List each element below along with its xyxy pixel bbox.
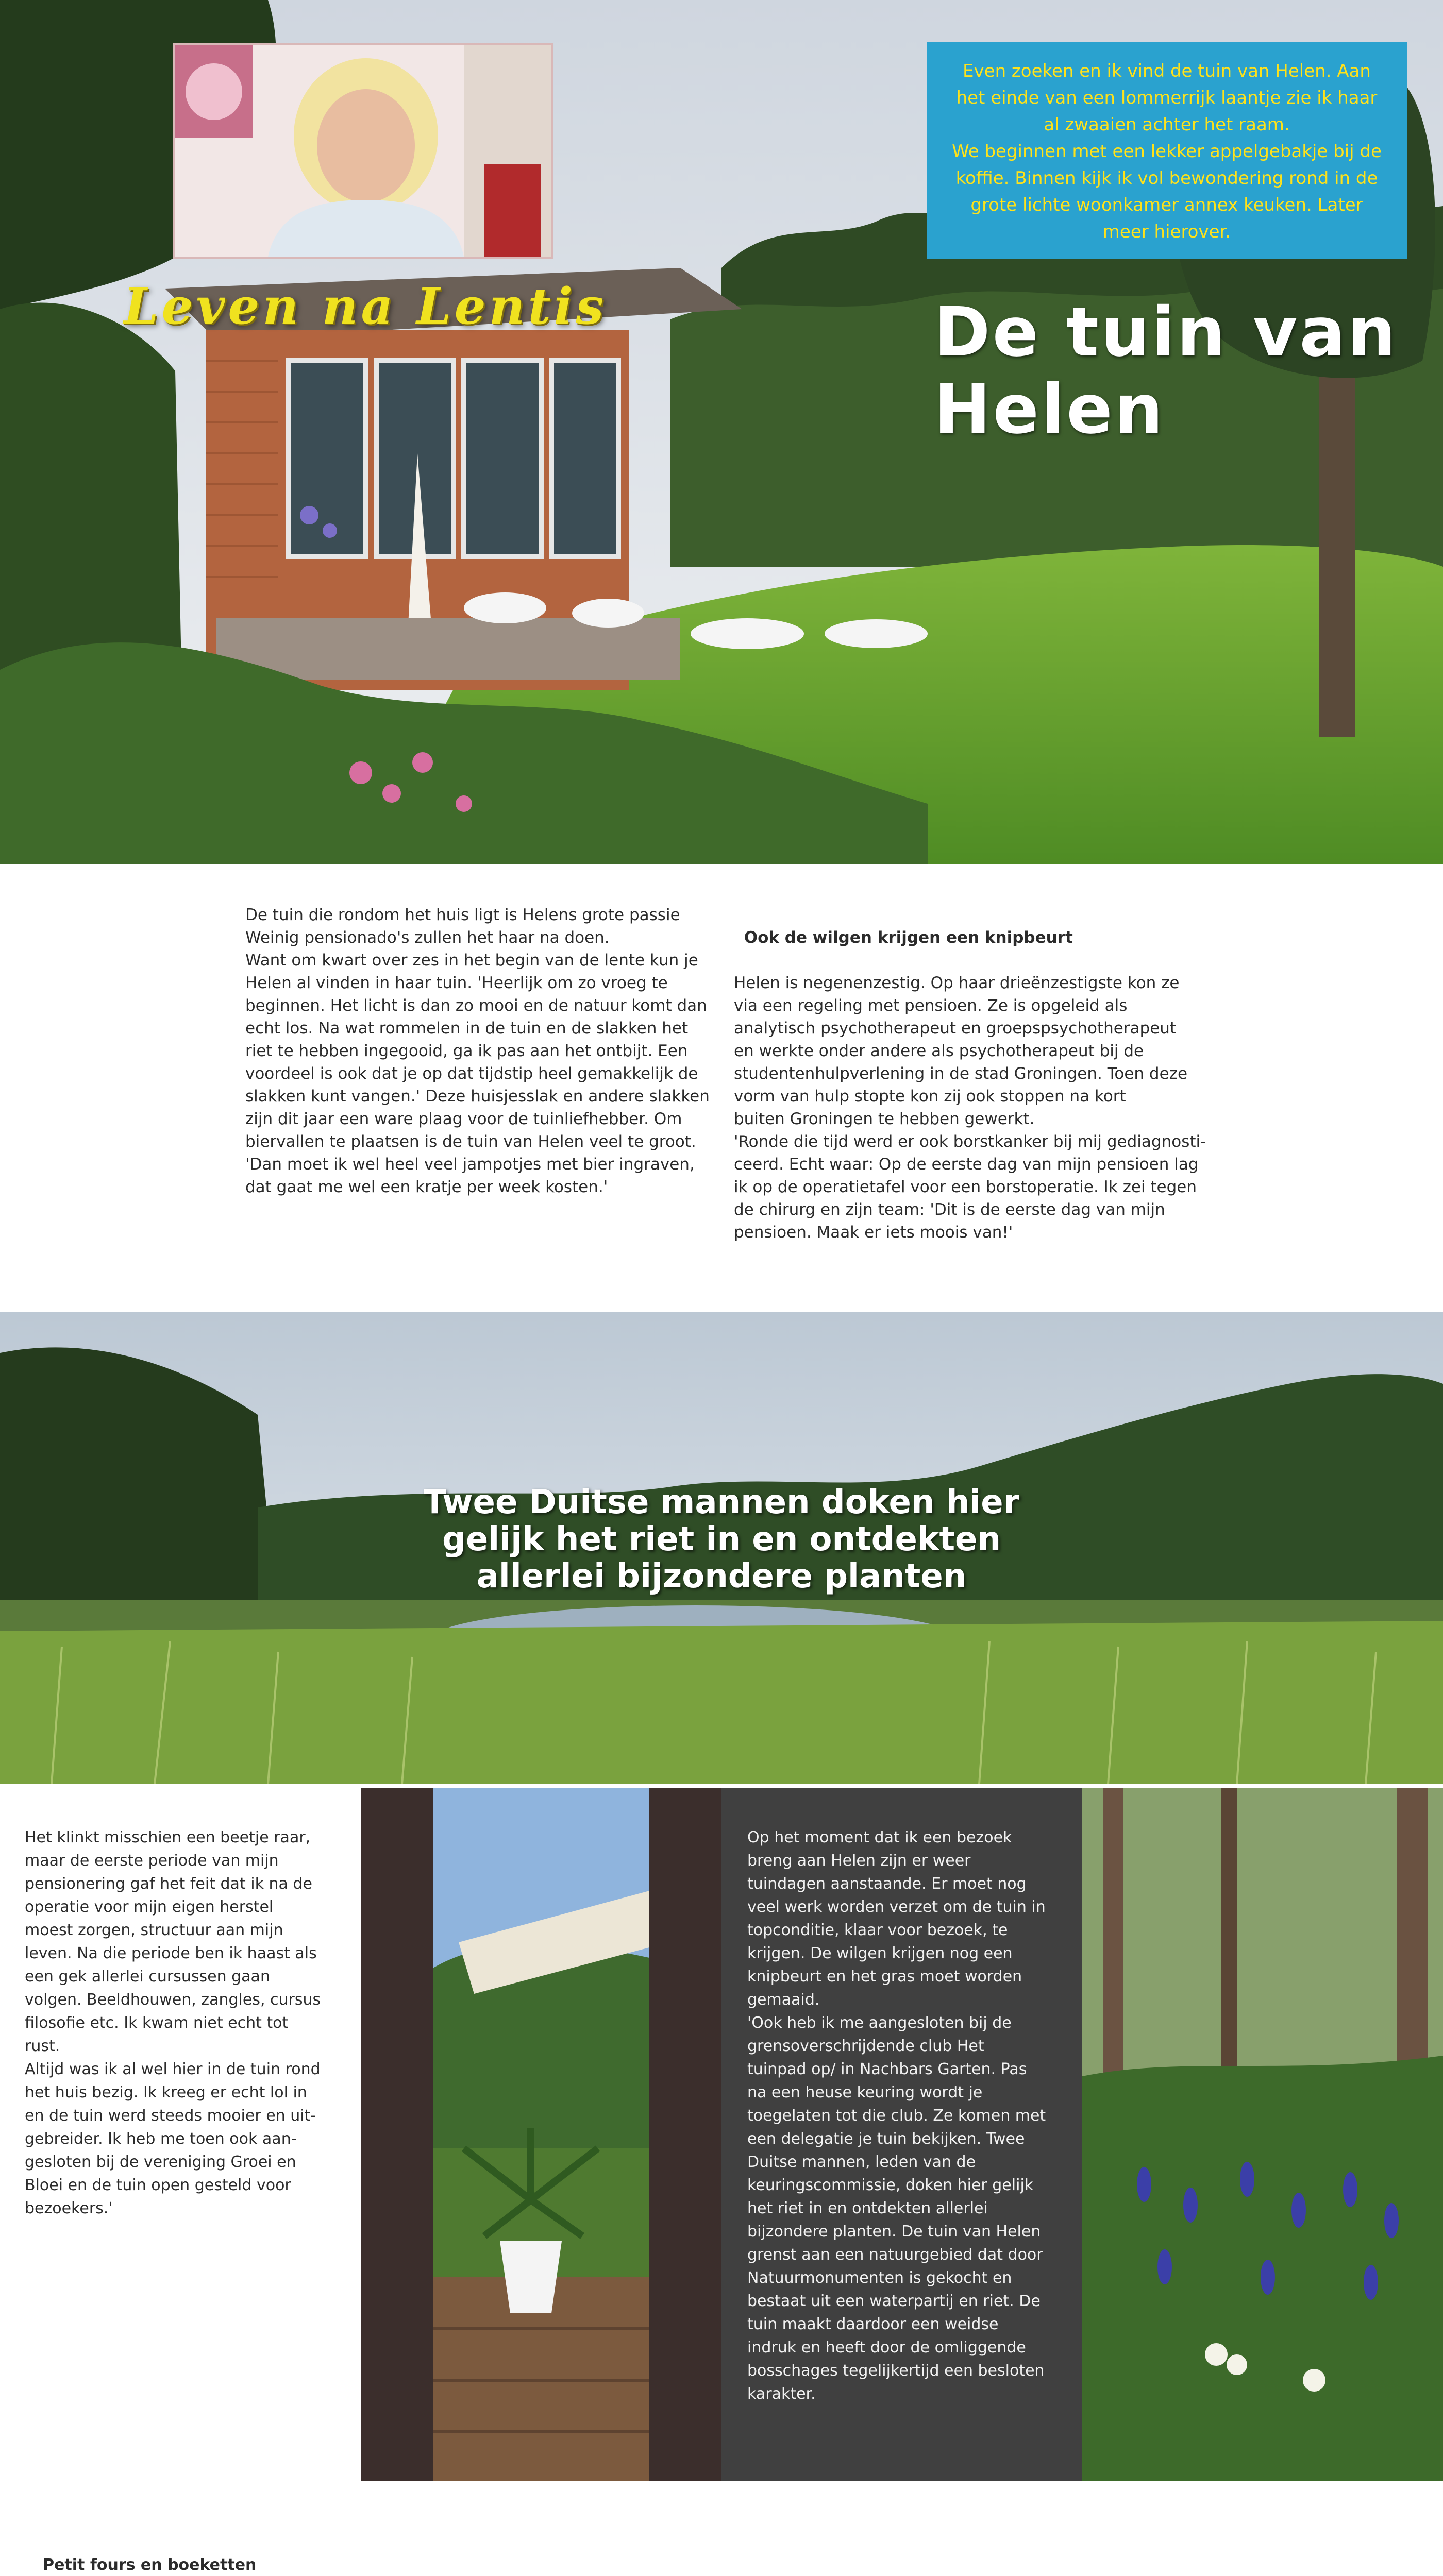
band-title [361, 1484, 1082, 1595]
article1-right-heading: Ook de wilgen krijgen een knipbeurt [744, 928, 1073, 947]
intro-line: grote lichte woonkamer annex keuken. Later [970, 195, 1363, 215]
intro-line: koffie. Binnen kijk ik vol bewondering rond in de [955, 168, 1378, 189]
portrait-photo [173, 43, 553, 259]
band-title-line: gelijk het riet in en ontdekten [442, 1520, 1001, 1558]
article2-left-heading: Petit fours en boeketten [43, 2556, 257, 2574]
intro-line: Even zoeken en ik vind de tuin van Helen. Aan [963, 61, 1371, 81]
intro-line: al zwaaien achter het raam. [1044, 114, 1290, 135]
article1-right [734, 904, 1229, 1266]
article1-left-text: De tuin die rondom het huis ligt is Helens grote passie Weinig pensionado's zullen het haar na doen. Want om kwart over zes in het begin van de lente kun je Helen al vinden in haar tuin. 'Heerlijk om zo vroeg te beginnen. Het licht is dan zo mooi en de natuur komt dan echt los. Na wat rommelen in de tuin en de slakken het riet te hebben ingegooid, ga ik pas aan het ontbijt. Een voordeel is ook dat je op dat tijdstip heel gemakkelijk de slakken kunt vangen.' Deze huisjesslak en andere slakken zijn dit jaar een ware plaag voor de tuinliefhebber. Om biervallen te plaatsen is de tuin van Helen veel te groot. 'Dan moet ik wel heel veel jampotjes met bier ingraven, dat gaat me wel een kratje per week kosten.' [245, 906, 710, 1196]
page-title: De tuin van Helen [934, 293, 1398, 449]
bluebell-photo [1082, 1788, 1443, 2481]
band-title-line: Twee Duitse mannen doken hier [423, 1483, 1020, 1521]
band-title-line: allerlei bijzondere planten [476, 1557, 967, 1596]
intro-line: het einde van een lommerrijk laantje zie ik haar [956, 88, 1378, 108]
brand-title: Leven na Lentis [124, 277, 607, 335]
section3-dark-text: Op het moment dat ik een bezoek breng aan Helen zijn er weer tuindagen aanstaande. Er moet nog veel werk worden verzet om de tuin in topconditie, klaar voor bezoek, te krijgen. De wilgen krijgen nog een knipbeurt en het gras moet worden gemaaid. 'Ook heb ik me aangesloten bij de grensoverschrijdende club Het tuinpad op/ in Nachbars Garten. Pas na een heuse keuring wordt je toegelaten tot die club. Ze komen met een delegatie je tuin bekijken. Twee Duitse mannen, leden van de keuringscommissie, doken hier gelijk het riet in en ontdekten allerlei bijzondere planten. De tuin van Helen grenst aan een natuurgebied dat door Natuurmonumenten is gekocht en bestaat uit een waterpartij en riet. De tuin maakt daardoor een weidse indruk en heeft door de omliggende bosschages tegelijkertijd een besloten karakter. [747, 1828, 1046, 2403]
article2-left [33, 2532, 724, 2576]
article1-right-text: Helen is negenenzestig. Op haar drieënzestigste kon ze via een regeling met pensioen. Ze is opgeleid als analytisch psychotherapeut en groepspsychotherapeut en werkte onder andere als psychotherapeut bij de studentenhulpverlening in de stad Groningen. Toen deze vorm van hulp stopte kon zij ook stoppen na kort buiten Groningen te hebben gewerkt. 'Ronde die tijd werd er ook borstkanker bij mij gediagnosti- ceerd. Echt waar: Op de eerste dag van mijn pensioen lag ik op de operatietafel voor een borstoperatie. Ik zei tegen de chirurg en zijn team: 'Dit is de eerste dag van mijn pensioen. Maak er iets moois van!' [734, 974, 1206, 1242]
intro-line: meer hierover. [1102, 222, 1231, 242]
intro-box [927, 42, 1407, 259]
intro-line: We beginnen met een lekker appelgebakje bij de [952, 141, 1382, 162]
section3-left-text: Het klinkt misschien een beetje raar, maar de eerste periode van mijn pensionering gaf het feit dat ik na de operatie voor mijn eigen herstel moest zorgen, structuur aan mijn leven. Na die periode ben ik haast als een gek allerlei cursussen gaan volgen. Beeldhouwen, zangles, cursus filosofie etc. Ik kwam niet echt tot rust. Altijd was ik al wel hier in de tuin rond het huis bezig. Ik kreeg er echt lol in en de tuin werd steeds mooier en uit- gebreider. Ik heb me toen ook aan- gesloten bij de vereniging Groei en Bloei en de tuin open gesteld voor bezoekers.' [25, 1828, 321, 2217]
terrace-photo [361, 1788, 722, 2481]
article2-right [734, 2532, 1435, 2576]
